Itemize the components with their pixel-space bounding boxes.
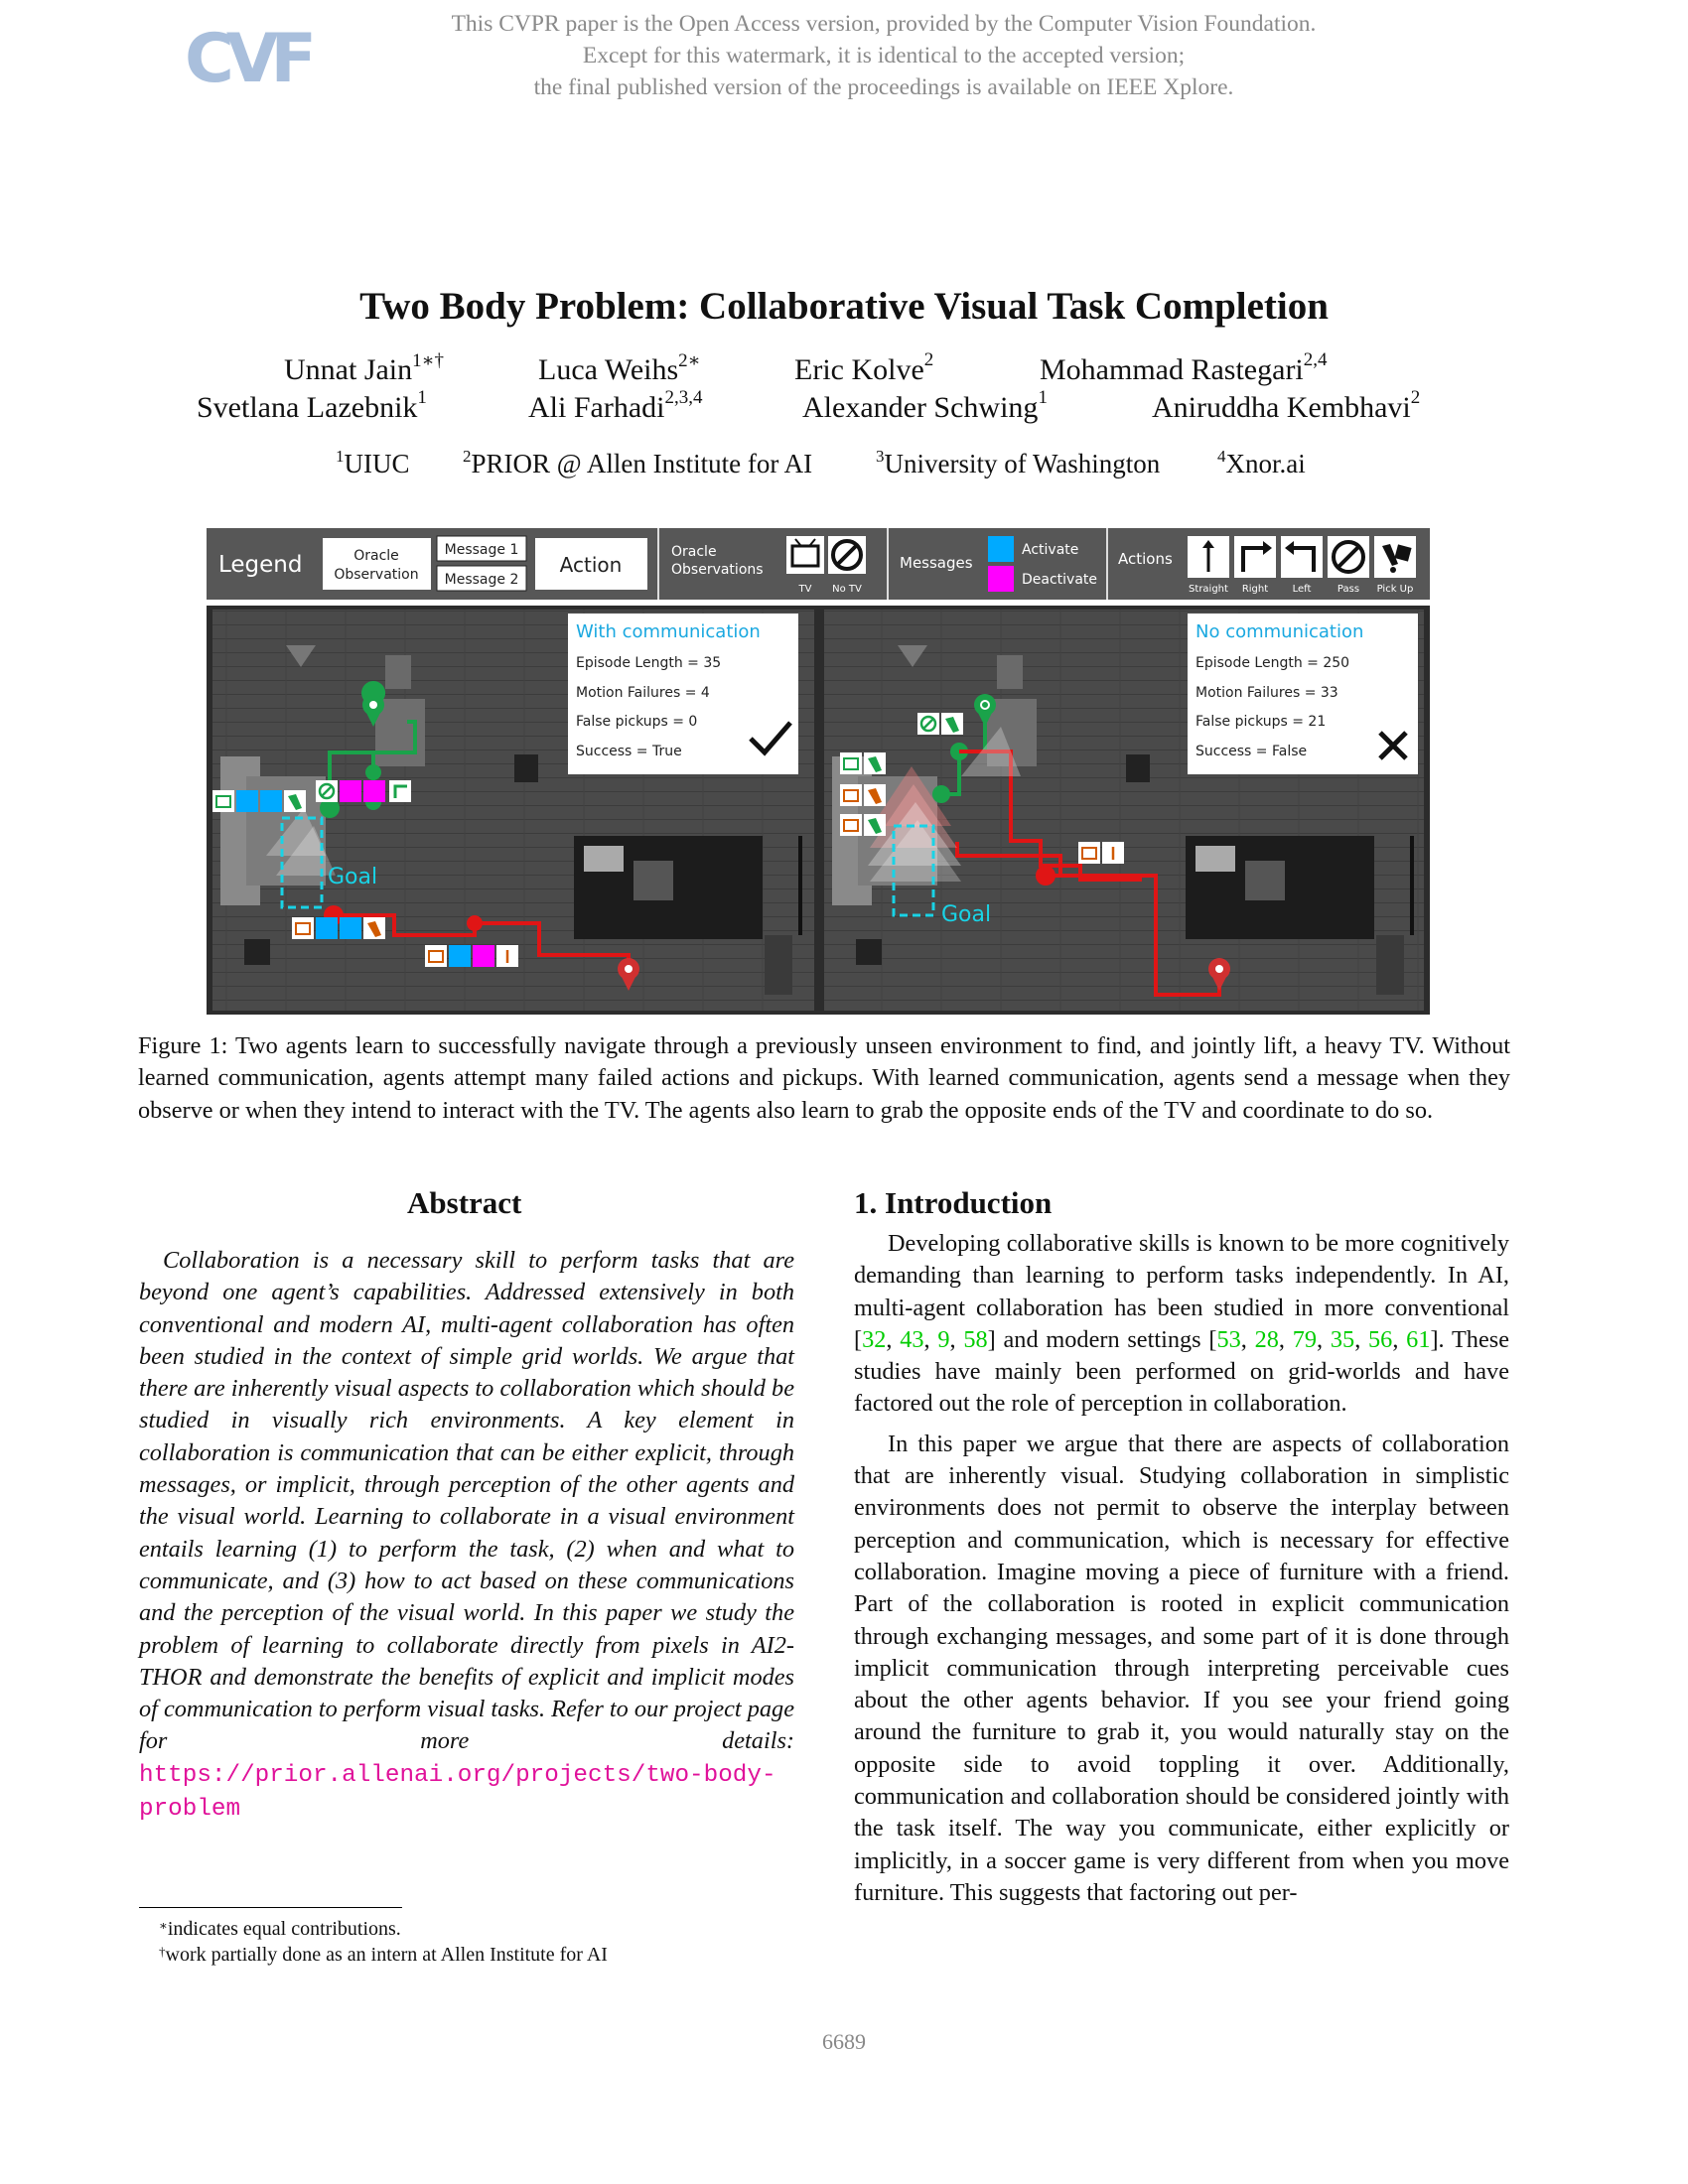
action-label: Pick Up [1376, 584, 1414, 595]
chair [633, 861, 673, 900]
watermark-line: Except for this watermark, it is identical to the accepted version; [582, 43, 1186, 68]
citation-link[interactable]: 9 [937, 1325, 950, 1353]
pass-action-icon [1328, 536, 1369, 578]
legend-message2-label: Message 2 [444, 572, 519, 588]
goal-label: Goal [328, 865, 378, 889]
cabinet [1376, 935, 1404, 995]
stat-line: Motion Failures = 4 [576, 685, 710, 701]
legend-oracle-label: Observation [334, 567, 419, 583]
legend-oracle-obs-label: Oracle [671, 544, 717, 560]
panel-no-communication [824, 610, 1424, 1011]
action-label: Left [1292, 584, 1312, 595]
chair [1245, 861, 1285, 900]
cabinet [765, 935, 792, 995]
plant [856, 939, 882, 965]
side-table [1126, 754, 1150, 782]
svg-text:CVF: CVF [185, 20, 309, 98]
abstract-heading: Abstract [407, 1185, 522, 1220]
abstract-text [139, 1245, 794, 1826]
activate-label: Activate [1022, 542, 1079, 558]
cvf-logo [183, 14, 312, 103]
author: Svetlana Lazebnik$^1$ [197, 387, 427, 424]
agent2-marker [1036, 866, 1055, 886]
panel-with-communication [212, 610, 814, 1011]
right-action-icon [1234, 536, 1276, 578]
plant [244, 939, 270, 965]
legend-oracle-label: Oracle [353, 548, 399, 564]
pickup-action-icon [1374, 536, 1416, 578]
citation-link[interactable]: 58 [963, 1325, 988, 1353]
author: Mohammad Rastegari$^{2,4}$ [1040, 349, 1328, 386]
goal-label: Goal [941, 902, 992, 927]
stat-line: Motion Failures = 33 [1196, 685, 1338, 701]
intro-text [854, 1228, 1509, 1917]
footnote-rule [139, 1907, 402, 1908]
no-tv-label: No TV [832, 584, 862, 595]
legend-messages-label: Messages [900, 554, 973, 572]
legend-oracle-obs-label: Observations [671, 562, 764, 578]
left-action-icon [1281, 536, 1323, 578]
footnote: †work partially done as an intern at Allen Institute for AI [159, 1944, 608, 1966]
affiliation: $^1$UIUC [336, 447, 410, 478]
project-link[interactable]: https://prior.allenai.org/projects/two-body-problem [139, 1761, 776, 1824]
panel-heading: No communication [1196, 621, 1364, 642]
stat-line: False pickups = 21 [1196, 714, 1327, 730]
page-number: 6689 [822, 2029, 866, 2054]
action-label: Right [1241, 584, 1269, 595]
intro-heading: 1. Introduction [854, 1185, 1053, 1220]
citation-link[interactable]: 61 [1406, 1325, 1431, 1353]
message-chip [316, 780, 411, 802]
stat-line: Episode Length = 35 [576, 655, 722, 671]
citation-link[interactable]: 43 [900, 1325, 924, 1353]
agent1-marker [932, 785, 950, 803]
legend-action-label: Action [559, 553, 623, 577]
author: Luca Weihs$^{2∗}$ [538, 350, 701, 386]
legend-actions-label: Actions [1118, 550, 1173, 568]
citation-link[interactable]: 79 [1292, 1325, 1318, 1353]
citation-link[interactable]: 53 [1216, 1325, 1241, 1353]
watermark-line: the final published version of the proceedings is available on IEEE Xplore. [533, 74, 1234, 100]
abstract-body-text: Collaboration is a necessary skill to perform tasks that are beyond one agent’s capabilities. Addressed extensively in both conventional and modern AI, multi-agent collaboration has often been studied in the context of simple grid worlds. We argue that there are inherently visual aspects to collaboration which should be studied in visually rich environments. A key element in collaboration is communication that can be either explicit, through messages, or implicit, through perception of the other agents and the visual world. Learning to collaborate in a visual environment entails learning (1) to perform the task, (2) when and what to communicate, and (3) how to act based on these communications and the perception of the visual world. In this paper we study the problem of learning to collaborate directly from pixels in AI2-THOR and demonstrate the benefits of explicit and implicit modes of communication to perform visual tasks. Refer to our project page for more details: [139, 1247, 794, 1755]
deactivate-swatch [988, 566, 1014, 592]
tv-label: TV [798, 584, 812, 595]
action-label: Straight [1189, 584, 1228, 595]
author: Unnat Jain$^{1∗\dagger}$ [284, 350, 445, 386]
activate-swatch [988, 536, 1014, 562]
citation-link[interactable]: 35 [1330, 1325, 1355, 1353]
figure-1 [207, 528, 1430, 1015]
footnote: ∗indicates equal contributions. [159, 1918, 401, 1940]
legend-title: Legend [218, 552, 303, 578]
paper-title: Two Body Problem: Collaborative Visual Task Completion [359, 285, 1329, 328]
figure-caption: Figure 1: Two agents learn to successfully navigate through a previously unseen environment to find, and jointly lift, a heavy TV. Without learned communication, agents attempt many failed actions and pickups. With learned communication, agents send a message when they observe or when they intend to interact with the TV. The agents also learn to grab the opposite ends of the TV and coordinate to do so. [138, 1032, 1510, 1124]
affiliation: $^3$University of Washington [876, 447, 1161, 478]
citation-link[interactable]: 28 [1254, 1325, 1279, 1353]
author: Aniruddha Kembhavi$^2$ [1152, 387, 1421, 424]
author: Eric Kolve$^2$ [794, 349, 934, 386]
citation-link[interactable]: 32 [862, 1325, 887, 1353]
stat-line: False pickups = 0 [576, 714, 698, 730]
figure-illustration [207, 528, 1430, 1015]
legend-message1-label: Message 1 [444, 542, 519, 558]
stat-line: Success = True [576, 744, 682, 759]
author: Ali Farhadi$^{2,3,4}$ [528, 387, 703, 424]
armchair [997, 655, 1023, 689]
stat-line: Episode Length = 250 [1196, 655, 1350, 671]
deactivate-label: Deactivate [1022, 572, 1098, 588]
affiliation: $^4$Xnor.ai [1217, 447, 1306, 478]
author: Alexander Schwing$^1$ [802, 387, 1048, 424]
action-label: Pass [1336, 584, 1360, 595]
affiliation: $^2$PRIOR @ Allen Institute for AI [463, 447, 813, 478]
tv-icon [786, 536, 824, 574]
stat-line: Success = False [1196, 744, 1308, 759]
straight-action-icon [1188, 536, 1229, 578]
watermark-notice [328, 8, 1440, 103]
armchair [385, 655, 411, 689]
side-table [514, 754, 538, 782]
watermark-line: This CVPR paper is the Open Access version, provided by the Computer Vision Foundation. [451, 11, 1317, 37]
panel-heading: With communication [576, 621, 761, 642]
intro-paragraph: Developing collaborative skills is known to be more cognitively demanding than learning to perform tasks independently. In AI, multi-agent collaboration has been studied in more conventional [32, 43, 9, 58] and modern settings [53, 28, 79, 35, 56, 61]. These studies have mainly been performed on grid-worlds and have factored out the role of perception in collaboration. [854, 1230, 1509, 1418]
intro-paragraph: In this paper we argue that there are aspects of collaboration that are inherently visual. Studying collaboration in simplistic environments does not permit to observe the interplay between perception and communication, which is necessary for effective collaboration. Imagine moving a piece of furniture with a friend. Part of the collaboration is rooted in explicit communication through exchanging messages, and some part of it is done through implicit communication through interpreting perceivable cues about the other agents behavior. If you see your friend going around the furniture to grab it, you would naturally stay on the opposite side to avoid toppling it over. Additionally, communication and collaboration should be considered jointly with the task itself. The way you communicate, either explicitly or implicitly, in a soccer game is very different from when you move furniture. This suggests that factoring out per- [854, 1430, 1509, 1906]
tv-object [584, 846, 624, 872]
no-tv-icon [828, 536, 866, 574]
tv-object [1196, 846, 1235, 872]
citation-link[interactable]: 56 [1368, 1325, 1393, 1353]
